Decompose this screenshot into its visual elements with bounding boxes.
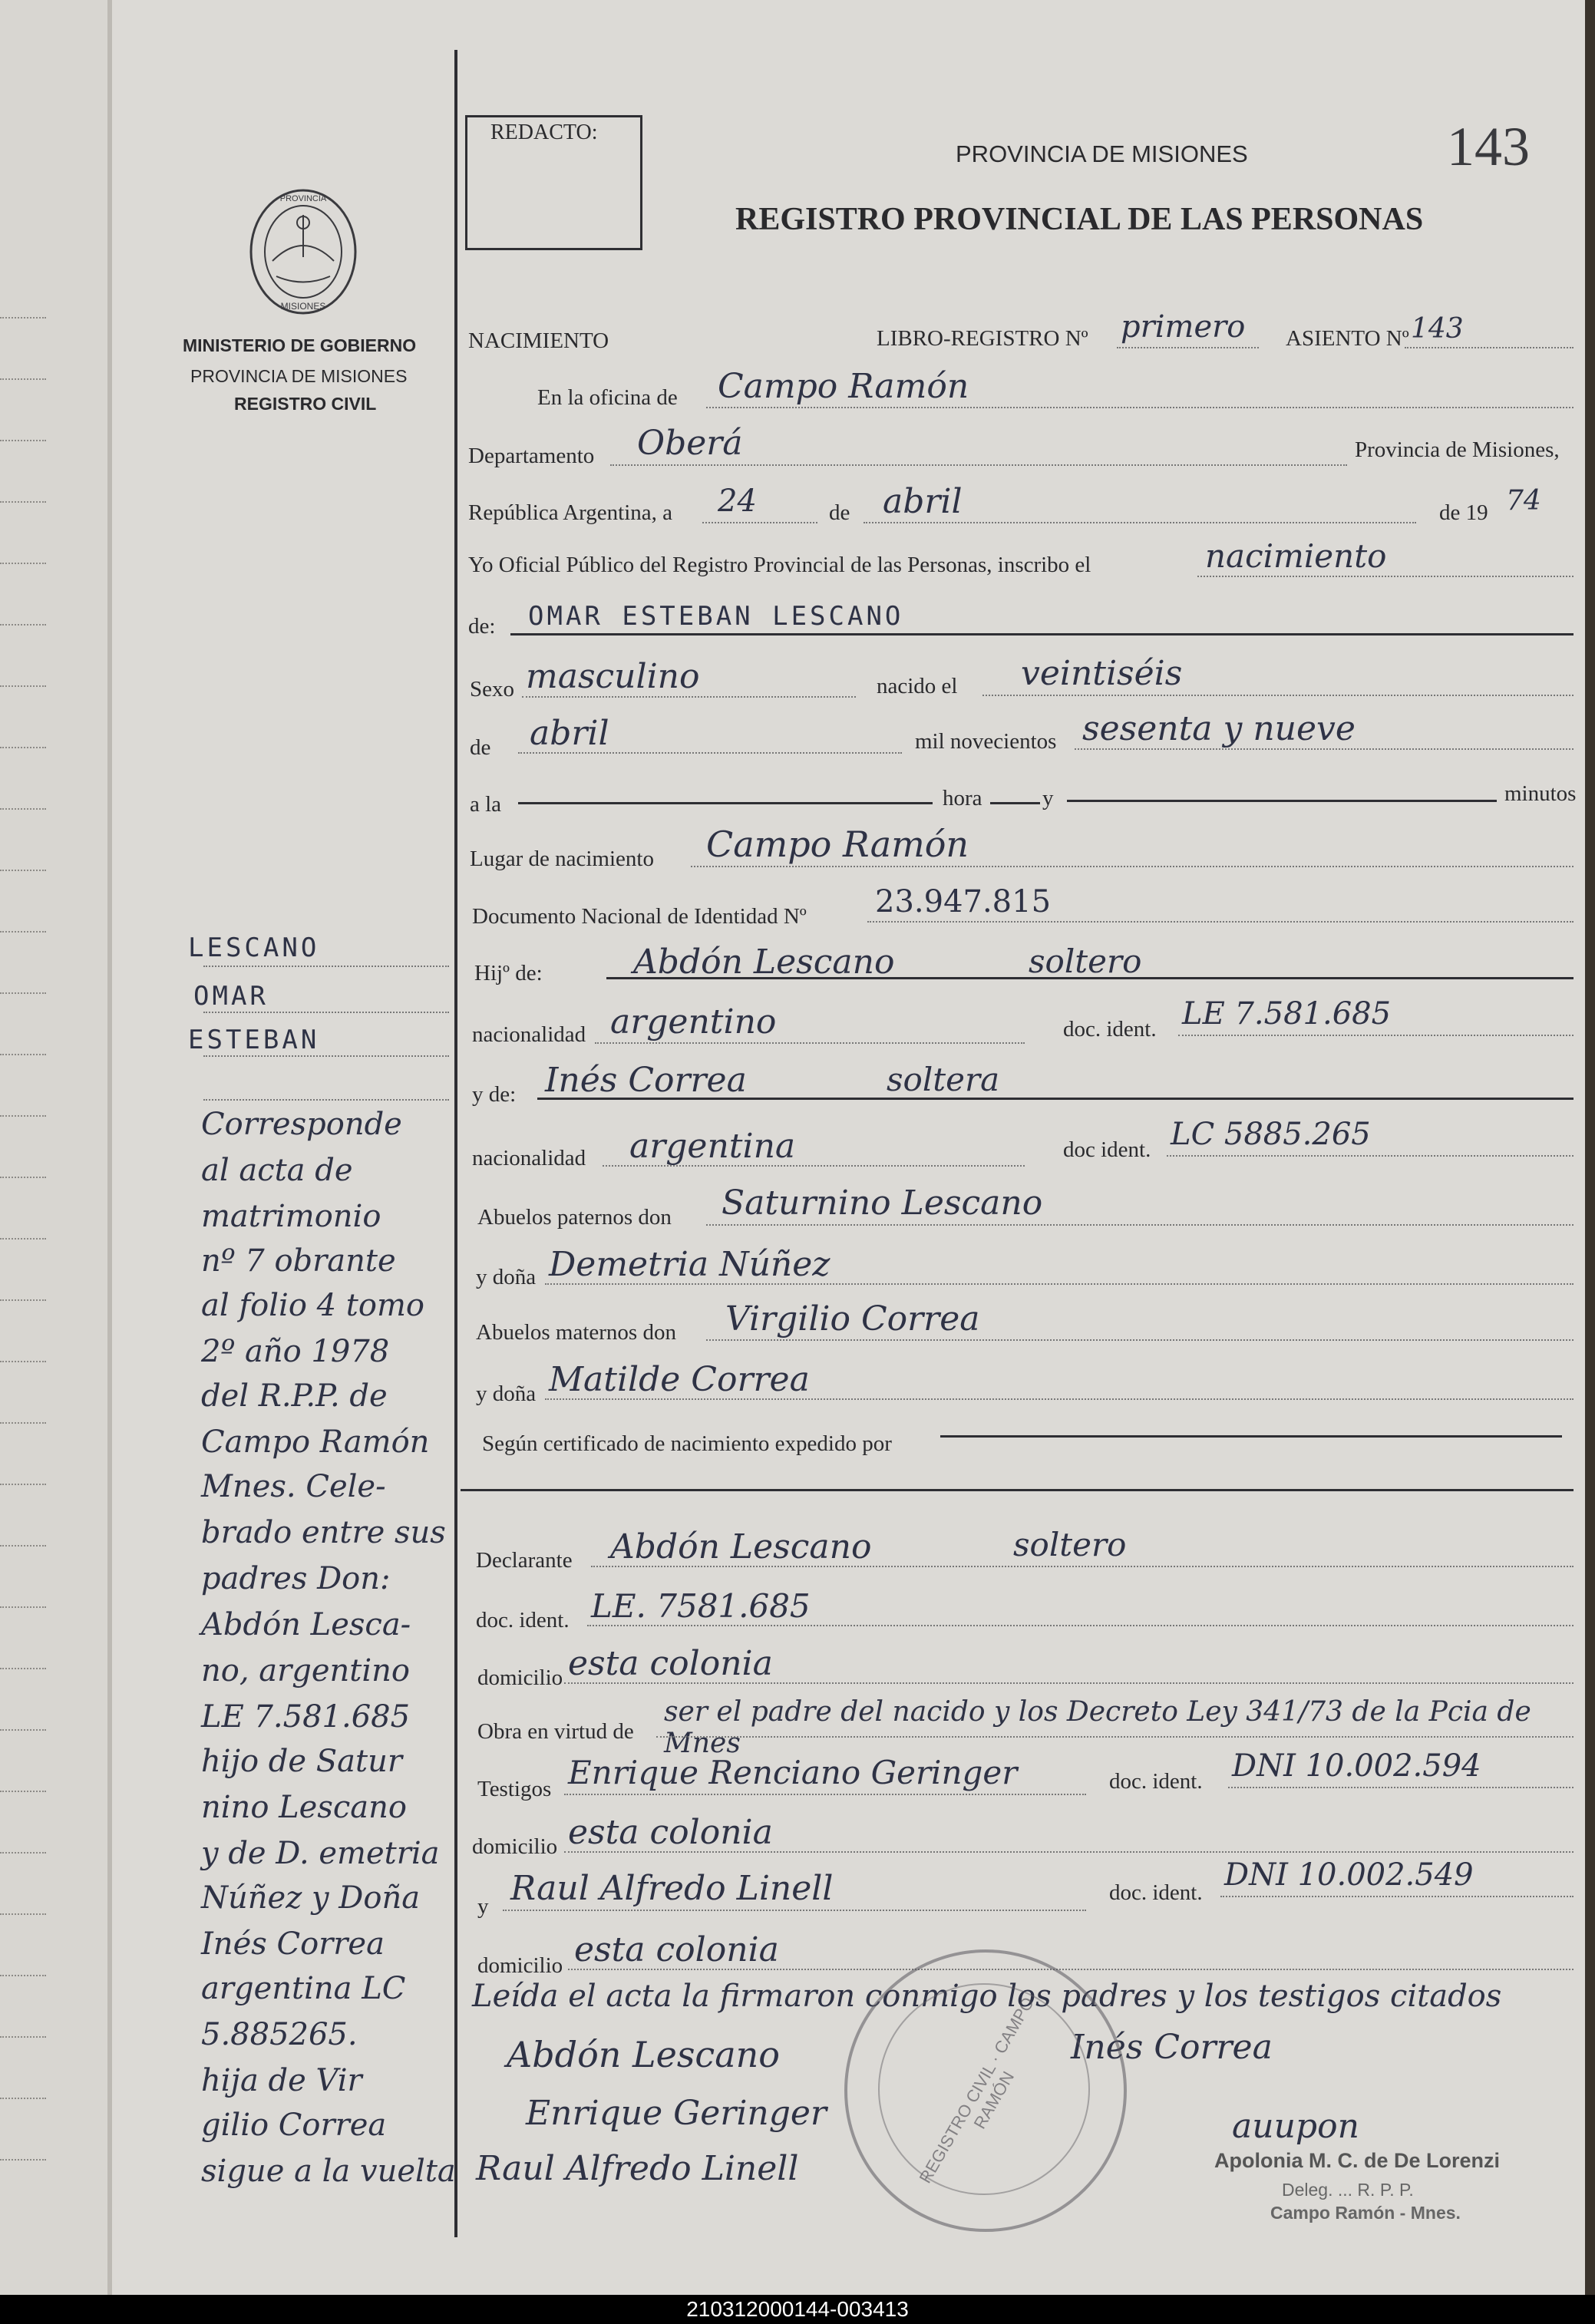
hora-label: hora (943, 786, 982, 810)
provincial-seal (246, 184, 361, 319)
nacido-value: veintiséis (1021, 654, 1183, 693)
abuela-paterna-value: Demetria Núñez (549, 1245, 831, 1284)
abuelo-materno-value: Virgilio Correa (725, 1299, 980, 1339)
margin-second-name: ESTEBAN (188, 1025, 320, 1055)
oficina-value: Campo Ramón (718, 367, 969, 406)
closing-text: Leída el acta la firmaron conmigo los padres y los testigos citados (472, 1979, 1502, 2014)
margin-note-line: al folio 4 tomo (201, 1288, 424, 1323)
margin-note-line: sigue a la vuelta (201, 2154, 456, 2189)
margin-note-line: nº 7 obrante (201, 1243, 396, 1279)
margin-note-line: al acta de (201, 1153, 353, 1188)
testigo2-value: Raul Alfredo Linell (510, 1869, 834, 1908)
mes-value: abril (883, 482, 963, 521)
y-label: y (1042, 786, 1054, 810)
dni-value: 23.947.815 (875, 884, 1052, 919)
official-name: Apolonia M. C. de De Lorenzi (1214, 2149, 1501, 2172)
docident1-value: LE 7.581.685 (1182, 996, 1392, 1032)
margin-note-line: Inés Correa (201, 1926, 385, 1962)
mil-label: mil novecientos (915, 729, 1057, 754)
minutos-label: minutos (1504, 781, 1577, 806)
nacido-label: nacido el (877, 674, 958, 698)
lugar-value: Campo Ramón (706, 824, 969, 865)
domicilio1-value: esta colonia (568, 1644, 773, 1683)
folio-number: 143 (1447, 116, 1530, 177)
de2-label: de (470, 735, 491, 760)
y-testigo-label: y (477, 1894, 489, 1919)
redacto-box (465, 115, 642, 250)
margin-note-line: hija de Vir (201, 2063, 362, 2098)
margin-note-line: LE 7.581.685 (201, 1699, 411, 1735)
official-place: Campo Ramón - Mnes. (1270, 2203, 1461, 2223)
nacionalidad1-label: nacionalidad (472, 1022, 586, 1047)
signature-mother: Inés Correa (1071, 2028, 1273, 2067)
margin-note-line: no, argentino (201, 1653, 410, 1689)
stamp-text: REGISTRO CIVIL · CAMPO RAMÓN (915, 1993, 1038, 2187)
docident2-label: doc ident. (1063, 1137, 1151, 1162)
libro-value: primero (1121, 309, 1246, 345)
margin-note-line: 2º año 1978 (201, 1334, 390, 1369)
nacionalidad1-value: argentino (610, 1002, 777, 1042)
abuelos-maternos-label: Abuelos maternos don (476, 1320, 676, 1345)
seal-top-text: PROVINCIA (279, 194, 327, 203)
redacto-label: REDACTO: (490, 120, 598, 144)
domicilio3-value: esta colonia (574, 1930, 779, 1969)
lugar-label: Lugar de nacimiento (470, 847, 654, 871)
margin-note-line: Mnes. Cele- (201, 1469, 386, 1504)
docident2-value: LC 5885.265 (1171, 1117, 1371, 1152)
margin-divider (454, 50, 457, 2237)
libro-label: LIBRO-REGISTRO Nº (877, 326, 1088, 351)
asiento-value: 143 (1411, 313, 1464, 345)
nacimiento-label: NACIMIENTO (468, 328, 609, 353)
declarante-value: Abdón Lescano (610, 1527, 872, 1566)
departamento-label: Departamento (468, 444, 595, 468)
margin-first-name: OMAR (193, 981, 269, 1012)
sexo-value: masculino (526, 657, 700, 696)
obra-label: Obra en virtud de (477, 1719, 634, 1744)
signature-witness2: Raul Alfredo Linell (476, 2149, 799, 2188)
margin-note-line: brado entre sus (201, 1515, 446, 1550)
registry-stamp (844, 1949, 1127, 2232)
departamento-value: Oberá (637, 424, 743, 463)
republica-label: República Argentina, a (468, 500, 673, 525)
year-prefix: de 19 (1439, 500, 1488, 525)
madre-value: Inés Correa (545, 1061, 747, 1100)
nacionalidad2-label: nacionalidad (472, 1146, 586, 1170)
margin-note-line: gilio Correa (201, 2108, 387, 2143)
registry-title: REGISTRO PROVINCIAL DE LAS PERSONAS (735, 202, 1424, 237)
abuelos-paternos-label: Abuelos paternos don (477, 1205, 672, 1230)
official-title: Deleg. ... R. P. P. (1282, 2180, 1414, 2200)
margin-note-line: padres Don: (201, 1561, 391, 1596)
margin-note-line: Abdón Lesca- (201, 1607, 411, 1642)
declarante-doc-label: doc. ident. (476, 1608, 570, 1632)
domicilio2-value: esta colonia (568, 1813, 773, 1852)
year-suffix: 74 (1506, 485, 1541, 517)
ydona2-label: y doña (476, 1382, 537, 1406)
inscribo-value: nacimiento (1205, 537, 1387, 575)
page-fold (107, 0, 112, 2295)
ministry-line2: PROVINCIA DE MISIONES (190, 366, 408, 386)
declarante-doc-value: LE. 7581.685 (591, 1587, 811, 1625)
testigo1-value: Enrique Renciano Geringer (568, 1754, 1018, 1791)
sexo-label: Sexo (470, 677, 514, 701)
registered-name: OMAR ESTEBAN LESCANO (528, 601, 904, 632)
declarante-label: Declarante (476, 1548, 573, 1573)
abuela-materna-value: Matilde Correa (549, 1360, 810, 1399)
province-heading: PROVINCIA DE MISIONES (956, 140, 1248, 167)
domicilio1-label: domicilio (477, 1665, 563, 1690)
de-name-label: de: (468, 614, 496, 639)
margin-note-line: hijo de Satur (201, 1744, 402, 1779)
testigos-label: Testigos (477, 1777, 552, 1801)
abuelo-paterno-value: Saturnino Lescano (722, 1183, 1043, 1223)
madre-estado: soltera (887, 1061, 1000, 1098)
nacionalidad2-value: argentina (629, 1127, 796, 1166)
signature-father: Abdón Lescano (507, 2034, 780, 2075)
signature-witness1: Enrique Geringer (526, 2094, 827, 2133)
asiento-label: ASIENTO Nº (1286, 326, 1409, 351)
ala-label: a la (470, 792, 502, 817)
ydona1-label: y doña (476, 1265, 537, 1289)
margin-note-line: matrimonio (201, 1199, 381, 1234)
margin-note-line: argentina LC (201, 1971, 406, 2006)
margin-surname: LESCANO (188, 933, 320, 963)
margin-note-line: Núñez y Doña (201, 1880, 421, 1916)
seal-bottom-text: MISIONES (280, 301, 326, 312)
domicilio2-label: domicilio (472, 1834, 558, 1859)
previous-page-strip (0, 0, 107, 2295)
dni-label: Documento Nacional de Identidad Nº (472, 904, 807, 929)
yde-label: y de: (472, 1082, 517, 1107)
margin-note-line: Corresponde (201, 1107, 402, 1142)
obra-value: ser el padre del nacido y los Decreto Ley 341/73 de la Pcia de Mnes (664, 1696, 1531, 1759)
testigo2-doc-label: doc. ident. (1109, 1880, 1203, 1905)
testigo1-doc-value: DNI 10.002.594 (1232, 1748, 1481, 1784)
image-id-footer: 210312000144-003413 (0, 2295, 1595, 2324)
mes-nac-value: abril (530, 714, 609, 753)
de-label: de (829, 500, 850, 525)
official-signature: auupon (1232, 2107, 1359, 2146)
margin-note-line: del R.P.P. de (201, 1378, 388, 1414)
testigo2-doc-value: DNI 10.002.549 (1224, 1857, 1474, 1893)
ministry-line3: REGISTRO CIVIL (234, 394, 377, 414)
margin-note-line: Campo Ramón (201, 1424, 430, 1460)
testigo1-doc-label: doc. ident. (1109, 1769, 1203, 1794)
segun-label: Según certificado de nacimiento expedido por (482, 1431, 892, 1456)
oficina-label: En la oficina de (537, 385, 678, 410)
margin-note-line: 5.885265. (201, 2017, 358, 2052)
oficial-text: Yo Oficial Público del Registro Provincial de las Personas, inscribo el (468, 553, 1091, 577)
docident1-label: doc. ident. (1063, 1017, 1157, 1042)
domicilio3-label: domicilio (477, 1953, 563, 1978)
margin-note-line: y de D. emetria (201, 1836, 440, 1871)
ministry-line1: MINISTERIO DE GOBIERNO (183, 335, 417, 355)
dia-value: 24 (718, 484, 757, 519)
provincia-label: Provincia de Misiones, (1355, 437, 1560, 462)
hijo-label: Hijº de: (474, 961, 543, 985)
padre-value: Abdón Lescano (633, 942, 895, 982)
padre-estado: soltero (1029, 942, 1142, 980)
declarante-estado: soltero (1013, 1526, 1127, 1563)
margin-note-line: nino Lescano (201, 1790, 407, 1825)
anio-nac-value: sesenta y nueve (1082, 709, 1356, 748)
